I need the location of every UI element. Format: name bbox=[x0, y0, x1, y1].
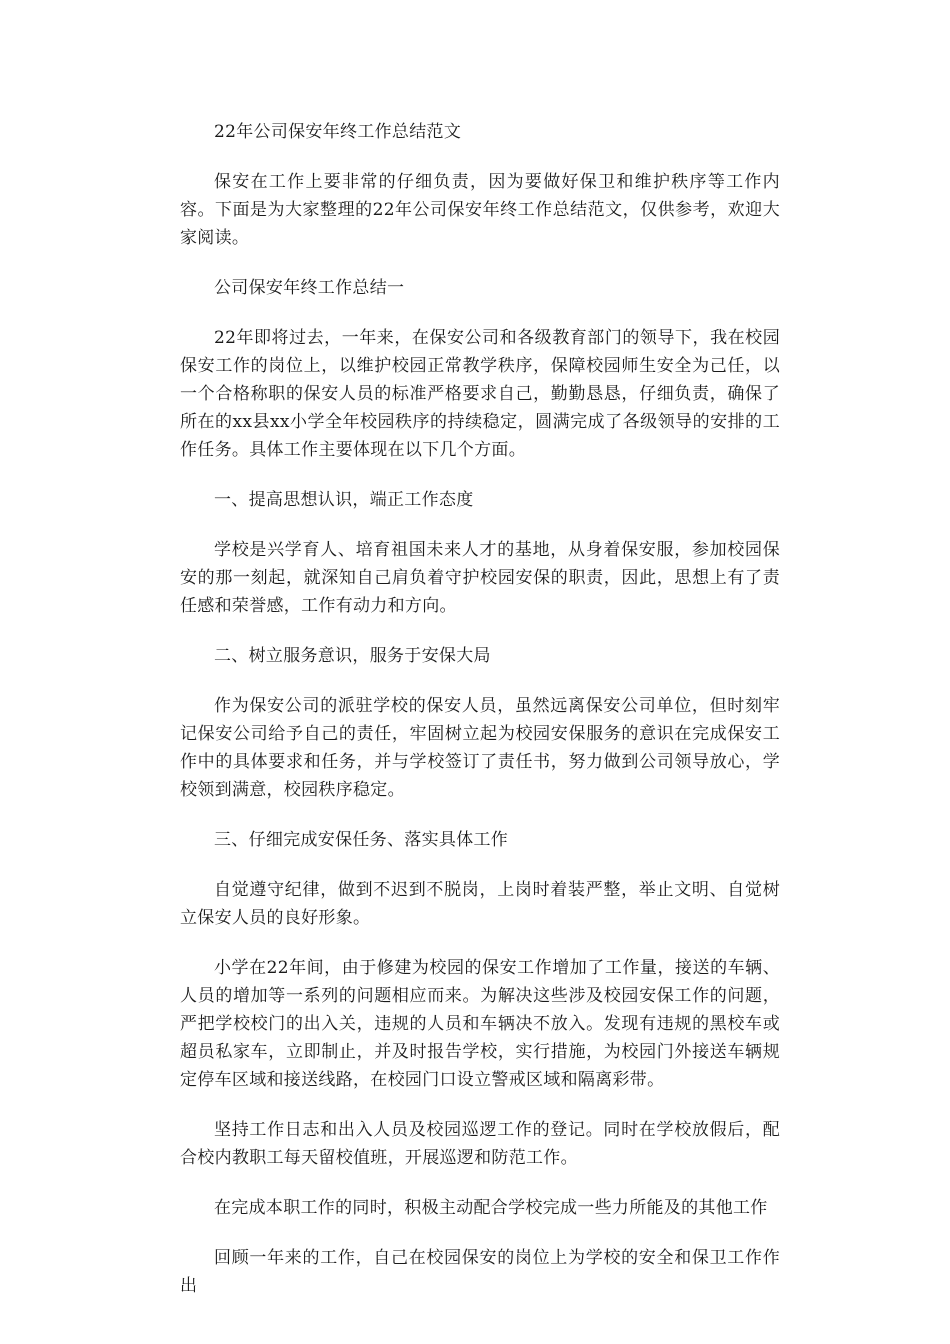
heading-1: 一、提高思想认识，端正工作态度 bbox=[214, 490, 474, 510]
paragraph-6: 坚持工作日志和出入人员及校园巡逻工作的登记。同时在学校放假后，配合校内教职工每天留校值班，开展巡逻和防范工作。 bbox=[180, 1120, 780, 1168]
paragraph-5: 小学在22年间，由于修建为校园的保安工作增加了工作量，接送的车辆、人员的增加等一系列的问题相应而来。为解决这些涉及校园安保工作的问题，严把学校校门的出入关，违规的人员和车辆决不放入。发现有违规的黑校车或超员私家车，立即制止，并及时报告学校，实行措施，为校园门外接送车辆规定停车区域和接送线路，在校园门口设立警戒区域和隔离彩带。 bbox=[180, 958, 780, 1090]
heading-2: 二、树立服务意识，服务于安保大局 bbox=[214, 646, 491, 666]
paragraph-1: 22年即将过去，一年来，在保安公司和各级教育部门的领导下，我在校园保安工作的岗位上，以维护校园正常教学秩序，保障校园师生安全为己任，以一个合格称职的保安人员的标准严格要求自己，勤勤恳恳，仔细负责，确保了所在的xx县xx小学全年校园秩序的持续稳定，圆满完成了各级领导的安排的工作任务。具体工作主要体现在以下几个方面。 bbox=[180, 328, 780, 460]
heading-3: 三、仔细完成安保任务、落实具体工作 bbox=[214, 830, 509, 850]
paragraph-2: 学校是兴学育人、培育祖国未来人才的基地，从身着保安服，参加校园保安的那一刻起，就深知自己肩负着守护校园安保的职责，因此，思想上有了责任感和荣誉感，工作有动力和方向。 bbox=[180, 540, 780, 616]
paragraph-4: 自觉遵守纪律，做到不迟到不脱岗，上岗时着装严整，举止文明、自觉树立保安人员的良好形象。 bbox=[180, 880, 780, 928]
section-title: 公司保安年终工作总结一 bbox=[214, 278, 405, 298]
paragraph-8: 回顾一年来的工作，自己在校园保安的岗位上为学校的安全和保卫工作作出 bbox=[180, 1248, 780, 1296]
intro-paragraph: 保安在工作上要非常的仔细负责，因为要做好保卫和维护秩序等工作内容。下面是为大家整理的22年公司保安年终工作总结范文，仅供参考，欢迎大家阅读。 bbox=[180, 172, 780, 248]
paragraph-3: 作为保安公司的派驻学校的保安人员，虽然远离保安公司单位，但时刻牢记保安公司给予自己的责任，牢固树立起为校园安保服务的意识在完成保安工作中的具体要求和任务，并与学校签订了责任书，努力做到公司领导放心，学校领到满意，校园秩序稳定。 bbox=[180, 696, 780, 800]
document-title: 22年公司保安年终工作总结范文 bbox=[214, 122, 462, 142]
document-body bbox=[180, 118, 780, 1322]
paragraph-7: 在完成本职工作的同时，积极主动配合学校完成一些力所能及的其他工作 bbox=[214, 1198, 768, 1218]
